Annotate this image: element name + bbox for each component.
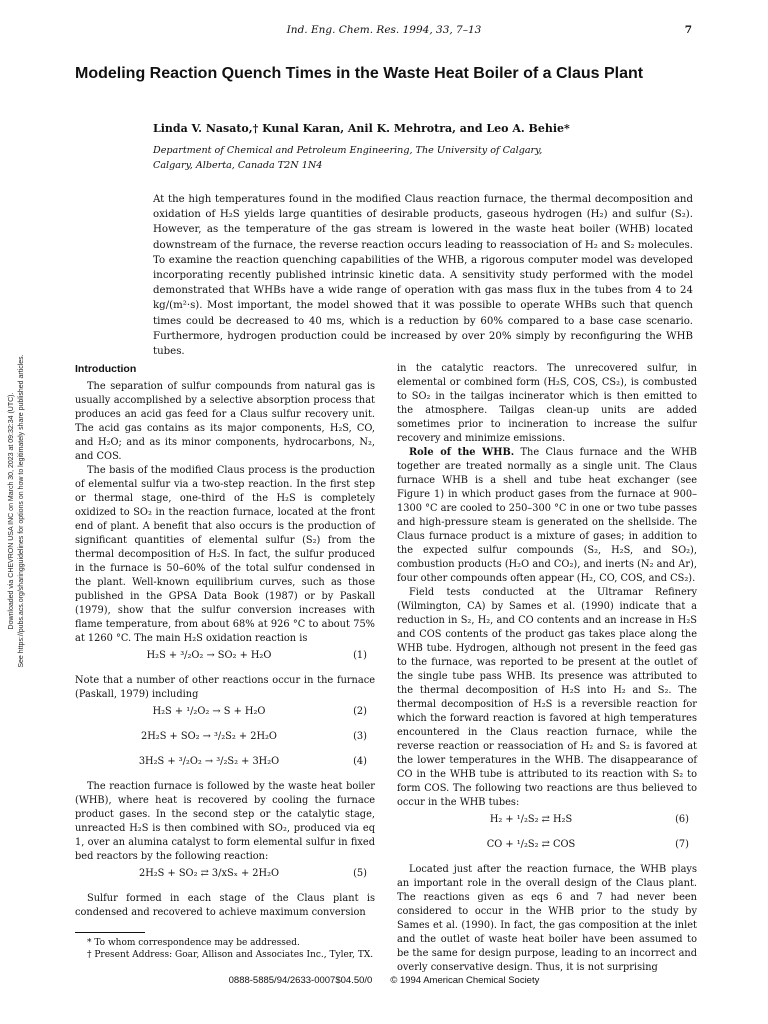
- right-column: [397, 362, 697, 975]
- equation-1: [75, 649, 375, 671]
- paragraph: The basis of the modified Claus process is the production of elemental sulfur via a two-step reaction. In the first step or thermal stage, one-third of the H₂S is completely oxidized to SO₂ in the reaction furnace, located at the front end of plant. A benefit that also occurs is the production of significant quantities of elemental sulfur (S₂) from the thermal decomposition of H₂S. In fact, the sulfur produced in the furnace is 50–60% of the total sulfur condensed in the plant. Well-known equilibrium curves, such as those published in the GPSA Data Book (1987) or by Paskall (1979), show that the sulfur conversion increases with flame temperature, from about 68% at 926 °C to about 75% at 1260 °C. The main H₂S oxidation reaction is: [75, 465, 375, 644]
- journal-citation: Ind. Eng. Chem. Res. 1994, 33, 7–13: [286, 24, 482, 36]
- copyright-notice: © 1994 American Chemical Society: [390, 975, 540, 986]
- download-notice: [2, 296, 32, 726]
- left-column: [75, 362, 375, 961]
- equation-5: [75, 867, 375, 889]
- footnote-rule: [75, 932, 145, 933]
- affiliation-line-2: Calgary, Alberta, Canada T2N 1N4: [153, 160, 323, 171]
- equation-6: [397, 813, 697, 835]
- equation-number: (5): [353, 868, 367, 879]
- running-header: [0, 24, 768, 40]
- paragraph: Sulfur formed in each stage of the Claus plant is condensed and recovered to achieve maximum conversion: [75, 893, 375, 918]
- paragraph: in the catalytic reactors. The unrecovered sulfur, in elemental or combined form (H₂S, COS, CS₂), is combusted to SO₂ in the tailgas incinerator which is then emitted to the atmosphere. Tailgas clean-up units are added sometimes prior to incineration to increase the sulfur recovery and minimize emissions.: [397, 363, 697, 444]
- equation-expression: H₂S + ³/₂O₂ → SO₂ + H₂O: [146, 650, 272, 661]
- article-title: Modeling Reaction Quench Times in the Waste Heat Boiler of a Claus Plant: [75, 65, 644, 82]
- paragraph: The reaction furnace is followed by the waste heat boiler (WHB), where heat is recovered by cooling the furnace product gases. In the second step or the catalytic stage, unreacted H₂S is then combined with SO₂, produced via eq 1, over an alumina catalyst to form elemental sulfur in fixed bed reactors by the following reaction:: [75, 781, 375, 862]
- equation-expression: 3H₂S + ³/₂O₂ → ³/₂S₂ + 3H₂O: [138, 756, 280, 767]
- equation-number: (7): [675, 839, 689, 850]
- author-list: Linda V. Nasato,† Kunal Karan, Anil K. Mehrotra, and Leo A. Behie*: [153, 122, 570, 135]
- equation-number: (3): [353, 731, 367, 742]
- paragraph: Field tests conducted at the Ultramar Refinery (Wilmington, CA) by Sames et al. (1990) indicate that a reduction in S₂, H₂, and CO contents and an increase in H₂S and COS contents of the product gas takes place along the WHB tube. Hydrogen, although not present in the feed gas to the furnace, was reported to be present at the outlet of the single tube pass WHB. Its presence was attributed to the thermal decomposition of H₂S into H₂ and S₂. The thermal decomposition of H₂S is a reversible reaction for which the forward reaction is favored at high temperatures encountered in the Claus reaction furnace, while the reverse reaction or reassociation of H₂ and S₂ is favored at the lower temperatures in the WHB. The disappearance of CO in the WHB tube is attributed to its reaction with S₂ to form COS. The following two reactions are thus believed to occur in the WHB tubes:: [397, 587, 697, 808]
- equation-7: [397, 838, 697, 860]
- paragraph: Note that a number of other reactions occur in the furnace (Paskall, 1979) including: [75, 675, 375, 700]
- abstract: At the high temperatures found in the modified Claus reaction furnace, the thermal decomposition and oxidation of H₂S yields large quantities of desirable products, gaseous hydrogen (H₂) and sulfur (S₂). However, as the temperature of the gas stream is lowered in the waste heat boiler (WHB) located downstream of the furnace, the reverse reaction occurs leading to reassociation of H₂ and S₂ molecules. To examine the reaction quenching capabilities of the WHB, a rigorous computer model was developed incorporating recently published intrinsic kinetic data. A sensitivity study performed with the model demonstrated that WHBs have a wide range of operation with gas mass flux in the tubes from 4 to 24 kg/(m²·s). Most important, the model showed that it was possible to operate WHBs such that quench times could be decreased to 40 ms, which is a reduction by 60% compared to a base case scenario. Furthermore, hydrogen production could be increased by over 20% simply by reconfiguring the WHB tubes.: [153, 194, 693, 358]
- run-in-heading: Role of the WHB.: [409, 447, 515, 458]
- equation-2: [75, 705, 375, 727]
- page-number: 7: [684, 24, 692, 36]
- equation-number: (4): [353, 756, 367, 767]
- equation-3: [75, 730, 375, 752]
- section-heading-introduction: Introduction: [75, 363, 137, 375]
- equation-4: [75, 755, 375, 777]
- equation-number: (2): [353, 706, 367, 717]
- equation-expression: 2H₂S + SO₂ ⇄ 3/xSₓ + 2H₂O: [138, 868, 280, 879]
- paragraph: The separation of sulfur compounds from natural gas is usually accomplished by a selective absorption process that produces an acid gas feed for a Claus sulfur recovery unit. The acid gas contains as its major components, H₂S, CO, and H₂O; and as its minor components, hydrocarbons, N₂, and COS.: [75, 381, 375, 462]
- affiliation-line-1: Department of Chemical and Petroleum Engineering, The University of Calgary,: [153, 145, 543, 156]
- paragraph: Located just after the reaction furnace, the WHB plays an important role in the overall design of the Claus plant. The reactions given as eqs 6 and 7 had never been considered to occur in the WHB prior to the study by Sames et al. (1990). In fact, the gas composition at the inlet and the outlet of waste heat boiler have been assumed to be the same for design purpose, leading to an incorrect and overly conservative design. Thus, it is not surprising: [397, 864, 697, 973]
- equation-expression: H₂ + ¹/₂S₂ ⇄ H₂S: [489, 814, 573, 825]
- download-notice-line-1: Downloaded via CHEVRON USA INC on March 30, 2023 at 09:32:34 (UTC).: [8, 392, 15, 630]
- affiliation: [153, 143, 542, 173]
- equation-number: (1): [353, 650, 367, 661]
- download-notice-line-2: See https://pubs.acs.org/sharingguidelines for options on how to legitimately share published articles.: [18, 354, 25, 668]
- equation-expression: 2H₂S + SO₂ → ³/₂S₂ + 2H₂O: [141, 731, 277, 742]
- footnote-correspondence: * To whom correspondence may be addressed.: [87, 938, 300, 948]
- article-code: 0888-5885/94/2633-0007$04.50/0: [228, 975, 373, 986]
- paragraph-text: The Claus furnace and the WHB together are treated normally as a single unit. The Claus furnace WHB is a shell and tube heat exchanger (see Figure 1) in which product gases from the furnace at 900–1300 °C are cooled to 250–300 °C in one or two tube passes and high-pressure steam is generated on the shellside. The Claus furnace product is a mixture of gases; in addition to the expected sulfur compounds (S₂, H₂S, and SO₂), combustion products (H₂O and CO₂), and inerts (N₂ and Ar), four other compounds often appear (H₂, CO, COS, and CS₂).: [397, 447, 697, 584]
- paragraph-role-of-whb: [397, 446, 697, 586]
- footnote-address: † Present Address: Goar, Allison and Associates Inc., Tyler, TX.: [87, 950, 374, 960]
- equation-number: (6): [675, 814, 689, 825]
- equation-expression: H₂S + ¹/₂O₂ → S + H₂O: [152, 706, 266, 717]
- page-footer: [0, 975, 768, 986]
- equation-expression: CO + ¹/₂S₂ ⇄ COS: [486, 839, 576, 850]
